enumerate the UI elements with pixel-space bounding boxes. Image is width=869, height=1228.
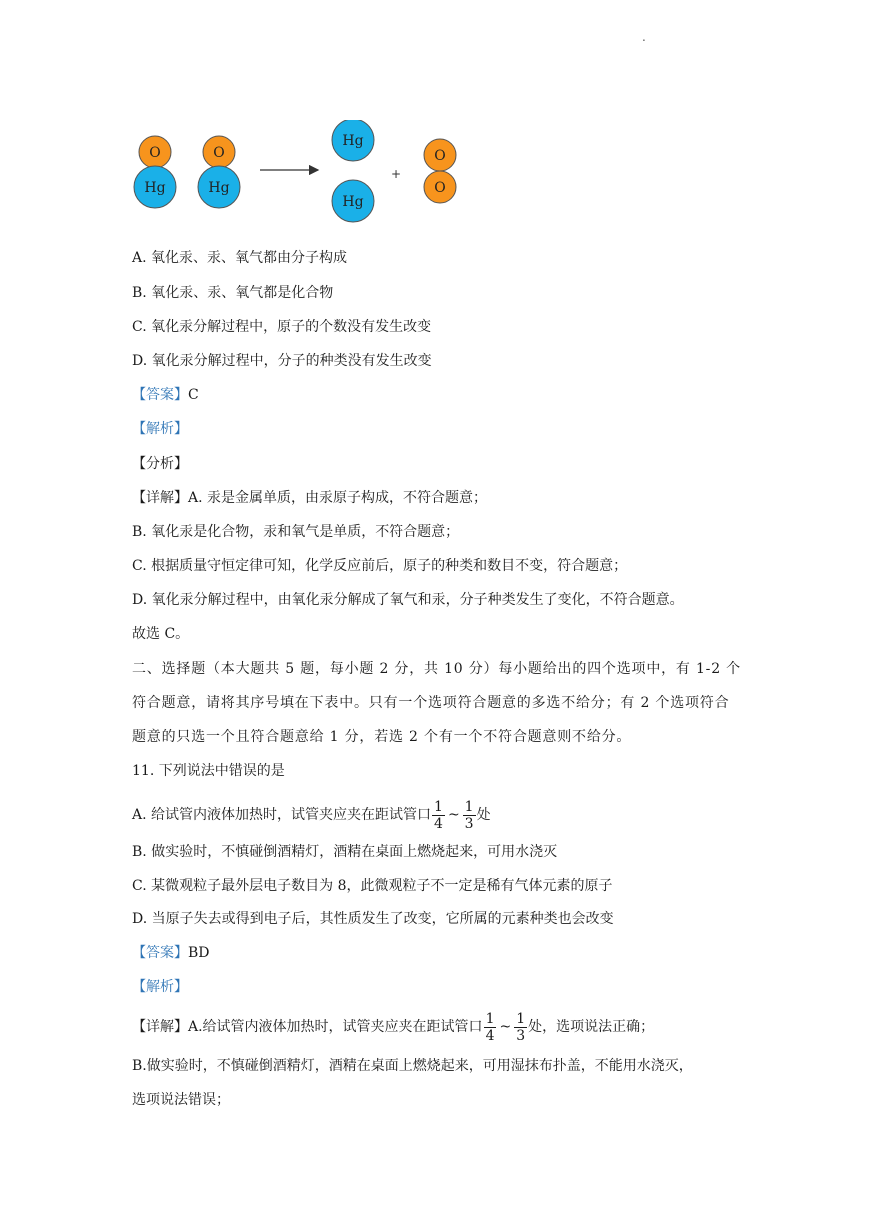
q10-answer bbox=[132, 385, 199, 405]
fraction-one-quarter: $\frac{1}{4}$ bbox=[434, 798, 443, 832]
q11-option-a bbox=[132, 798, 491, 832]
q10-option-a: A. 氧化汞、汞、氧气都由分子构成 bbox=[132, 250, 348, 266]
answer-tag: 【答案】 bbox=[132, 945, 188, 961]
answer-value: C bbox=[188, 387, 199, 403]
q10-detail-c: C. 根据质量守恒定律可知，化学反应前后，原子的种类和数目不变，符合题意； bbox=[132, 558, 628, 574]
oxygen-molecule bbox=[424, 139, 456, 203]
plus-sign: + bbox=[390, 167, 402, 181]
fraction-one-quarter: $\frac{1}{4}$ bbox=[485, 1010, 495, 1044]
oxygen-label: O bbox=[434, 180, 446, 196]
q11-detail-b-1: B.做实验时，不慎碰倒酒精灯，酒精在桌面上燃烧起来，可用湿抹布扑盖，不能用水浇灭， bbox=[132, 1058, 693, 1074]
q11-answer bbox=[132, 943, 210, 963]
detail-a-text: A.给试管内液体加热时，试管夹应夹在距试管口 bbox=[188, 1019, 483, 1035]
detail-tag: 【详解】 bbox=[132, 490, 188, 506]
q11-option-d: D. 当原子失去或得到电子后，其性质发生了改变，它所属的元素种类也会改变 bbox=[132, 911, 614, 927]
section2-line-1: 二、选择题（本大题共 5 题，每小题 2 分，共 10 分）每小题给出的四个选项中，有 1-2 个 bbox=[132, 661, 741, 677]
q11-option-b: B. 做实验时，不慎碰倒酒精灯，酒精在桌面上燃烧起来，可用水浇灭 bbox=[132, 844, 558, 860]
q11-option-c: C. 某微观粒子最外层电子数目为 8，此微观粒子不一定是稀有气体元素的原子 bbox=[132, 878, 613, 894]
tilde: ~ bbox=[447, 807, 460, 823]
q10-option-d: D. 氧化汞分解过程中，分子的种类没有发生改变 bbox=[132, 353, 432, 369]
q11-detail-a bbox=[132, 1010, 654, 1044]
section2-line-3: 题意的只选一个且符合题意给 1 分，若选 2 个有一个不符合题意则不给分。 bbox=[132, 729, 632, 745]
mercury-atom-2 bbox=[332, 180, 374, 222]
mercury-oxide-molecule-1 bbox=[134, 136, 176, 208]
detail-text: A. 汞是金属单质，由汞原子构成，不符合题意； bbox=[188, 490, 488, 506]
q10-analysis-tag: 【解析】 bbox=[132, 421, 188, 437]
mercury-label: Hg bbox=[342, 133, 364, 149]
q10-detail-a bbox=[132, 488, 487, 508]
q10-option-c: C. 氧化汞分解过程中，原子的个数没有发生改变 bbox=[132, 319, 432, 335]
mercury-label: Hg bbox=[342, 194, 364, 210]
mercury-oxide-molecule-2 bbox=[198, 136, 240, 208]
reaction-diagram bbox=[128, 120, 468, 230]
q11-analysis-tag: 【解析】 bbox=[132, 979, 188, 995]
tilde: ~ bbox=[499, 1019, 512, 1035]
section2-line-2: 符合题意，请将其序号填在下表中。只有一个选项符合题意的多选不给分；有 2 个选项符合 bbox=[132, 695, 730, 711]
answer-tag: 【答案】 bbox=[132, 387, 188, 403]
detail-tag: 【详解】 bbox=[132, 1019, 188, 1035]
mercury-label: Hg bbox=[144, 180, 166, 196]
oxygen-label: O bbox=[434, 148, 446, 164]
q10-conclusion: 故选 C。 bbox=[132, 626, 190, 642]
q10-detail-b: B. 氧化汞是化合物，汞和氧气是单质，不符合题意； bbox=[132, 524, 460, 540]
detail-a-suffix: 处，选项说法正确； bbox=[528, 1019, 655, 1035]
mercury-label: Hg bbox=[208, 180, 230, 196]
q10-option-b: B. 氧化汞、汞、氧气都是化合物 bbox=[132, 285, 334, 301]
q10-fenxi-tag: 【分析】 bbox=[132, 456, 188, 472]
mercury-atom-1 bbox=[332, 120, 374, 161]
fraction-one-third: $\frac{1}{3}$ bbox=[464, 798, 474, 832]
option-a-text: A. 给试管内液体加热时，试管夹应夹在距试管口 bbox=[132, 807, 432, 823]
q11-stem: 11. 下列说法中错误的是 bbox=[132, 763, 285, 779]
q10-detail-d: D. 氧化汞分解过程中，由氧化汞分解成了氧气和汞，分子种类发生了变化，不符合题意。 bbox=[132, 592, 684, 608]
fraction-one-third: $\frac{1}{3}$ bbox=[516, 1010, 526, 1044]
corner-mark: . bbox=[642, 30, 646, 44]
oxygen-label: O bbox=[213, 145, 225, 161]
answer-value: BD bbox=[188, 945, 210, 961]
oxygen-label: O bbox=[149, 145, 161, 161]
q11-detail-b-2: 选项说法错误； bbox=[132, 1092, 230, 1108]
option-a-suffix: 处 bbox=[476, 807, 491, 823]
